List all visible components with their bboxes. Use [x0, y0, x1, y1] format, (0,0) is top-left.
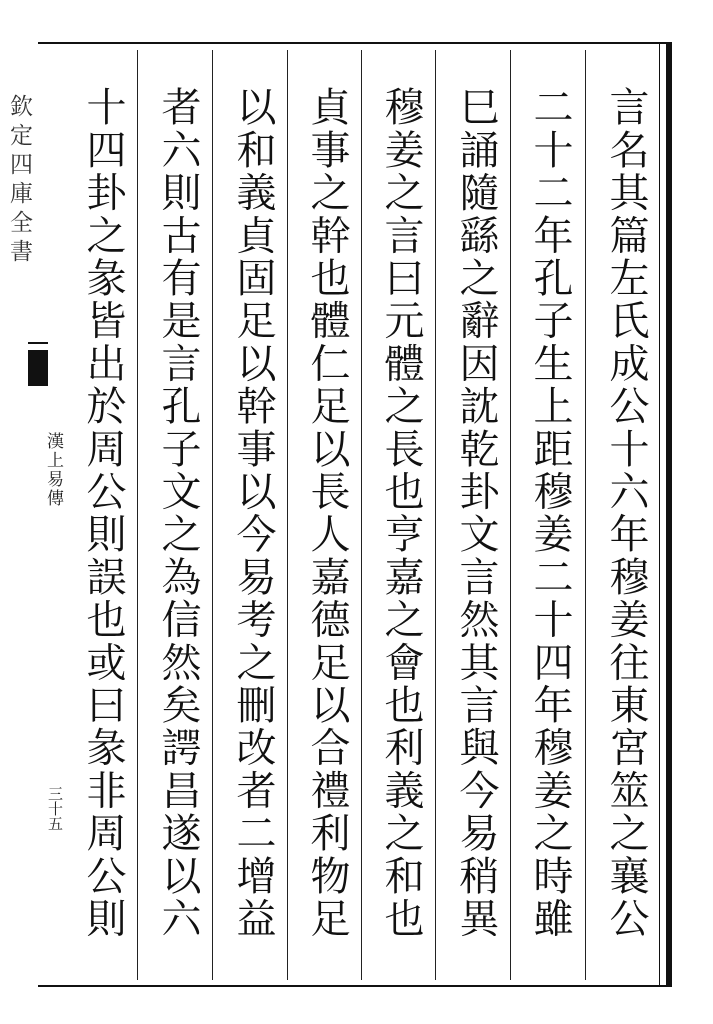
- text-column-4: 穆姜之言曰元體之長也亨嘉之會也利義之和也: [378, 86, 424, 940]
- section-title: 漢上易傳: [43, 432, 63, 508]
- text-column-8: 十四卦之彖皆出於周公則誤也或曰彖非周公則: [80, 86, 126, 940]
- column-divider: [361, 50, 362, 980]
- column-divider: [212, 50, 213, 980]
- text-column-5: 貞事之幹也體仁足以長人嘉德足以合禮利物足: [304, 86, 350, 940]
- column-divider: [585, 50, 586, 980]
- text-column-6: 以和義貞固足以幹事以今易考之刪改者二增益: [230, 86, 276, 940]
- column-divider: [435, 50, 436, 980]
- column-divider: [510, 50, 511, 980]
- frame-inner-rule: [659, 44, 660, 985]
- left-margin: [0, 42, 38, 987]
- column-divider: [137, 50, 138, 980]
- text-column-7: 者六則古有是言孔子文之為信然矣諤昌遂以六: [155, 86, 201, 940]
- text-column-3: 巳誦隨繇之辭因訦乾卦文言然其言與今易稍異: [453, 86, 499, 940]
- text-column-1: 言名其篇左氏成公十六年穆姜往東宮筮之襄公: [603, 86, 649, 940]
- book-title: 欽定四庫全書: [6, 94, 32, 268]
- page-number: 三十五: [46, 786, 64, 831]
- column-divider: [287, 50, 288, 980]
- text-column-2: 二十二年孔子生上距穆姜二十四年穆姜之時雖: [527, 86, 573, 940]
- text-frame: [38, 42, 672, 987]
